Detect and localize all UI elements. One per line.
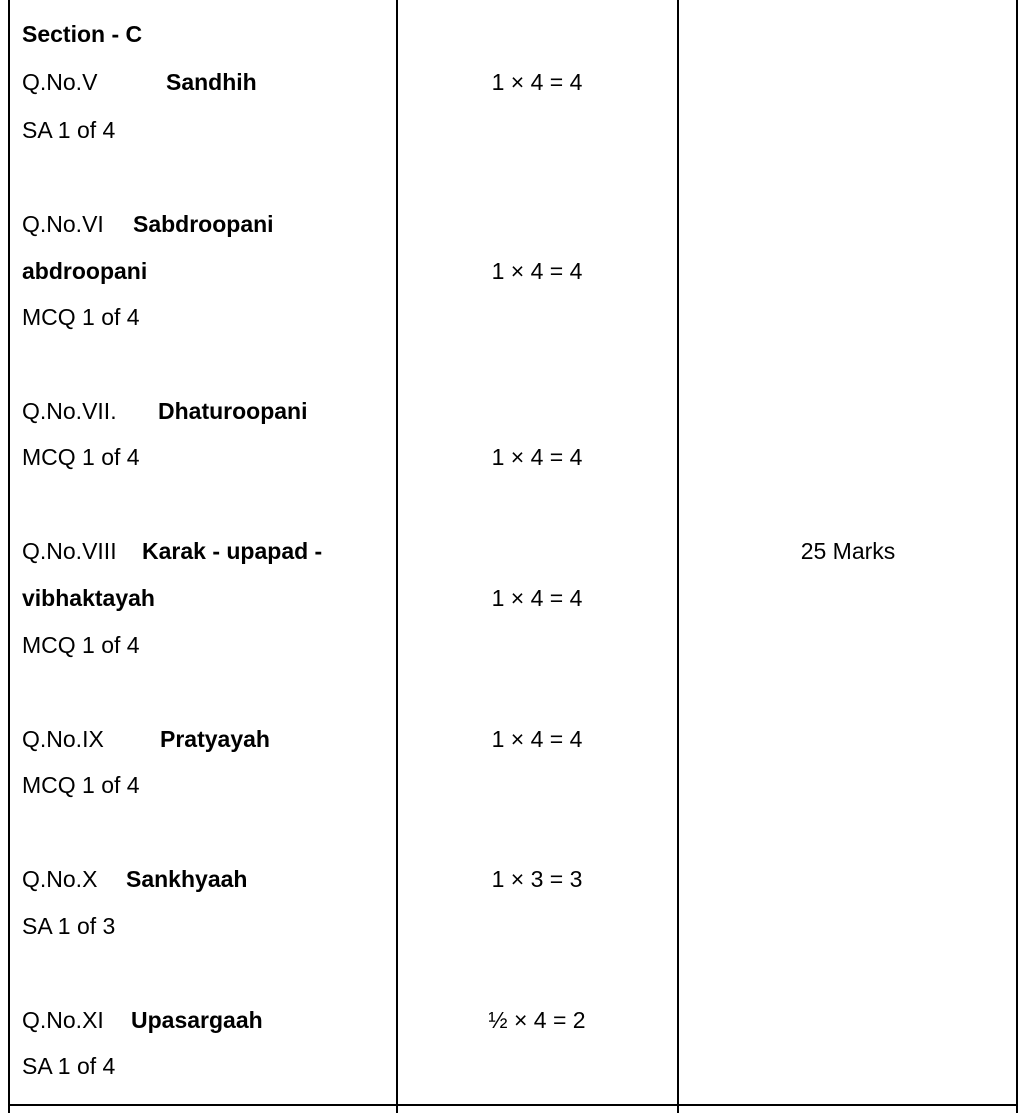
- marks-ix: 1 × 4 = 4: [491, 726, 583, 752]
- marks-viii: 1 × 4 = 4: [491, 585, 583, 611]
- marks-v: 1 × 4 = 4: [491, 69, 583, 95]
- table-bottom-border: [8, 1104, 1018, 1106]
- name-vii: Dhaturoopani: [158, 398, 308, 424]
- section-title: Section - C: [22, 21, 143, 47]
- type-ix: MCQ 1 of 4: [22, 772, 140, 798]
- name-v: Sandhih: [166, 69, 257, 95]
- marks-vi: 1 × 4 = 4: [491, 258, 583, 284]
- qno-vi: Q.No.VI: [22, 211, 104, 237]
- name-xi: Upasargaah: [131, 1007, 263, 1033]
- marks-xi: ½ × 4 = 2: [488, 1007, 586, 1033]
- type-x: SA 1 of 3: [22, 913, 116, 939]
- table-border-left: [8, 0, 10, 1113]
- type-viii: MCQ 1 of 4: [22, 632, 140, 658]
- qno-v: Q.No.V: [22, 69, 98, 95]
- type-v: SA 1 of 4: [22, 117, 116, 143]
- qno-x: Q.No.X: [22, 866, 98, 892]
- name-vi-line2: abdroopani: [22, 258, 148, 284]
- qno-vii: Q.No.VII.: [22, 398, 117, 424]
- name-viii-line1: Karak - upapad -: [142, 538, 323, 564]
- type-vii: MCQ 1 of 4: [22, 444, 140, 470]
- type-vi: MCQ 1 of 4: [22, 304, 140, 330]
- qno-xi: Q.No.XI: [22, 1007, 104, 1033]
- name-vi-line1: Sabdroopani: [133, 211, 274, 237]
- marks-vii: 1 × 4 = 4: [491, 444, 583, 470]
- name-viii-line2: vibhaktayah: [22, 585, 155, 611]
- type-xi: SA 1 of 4: [22, 1053, 116, 1079]
- name-ix: Pratyayah: [160, 726, 270, 752]
- qno-ix: Q.No.IX: [22, 726, 104, 752]
- name-x: Sankhyaah: [126, 866, 248, 892]
- table-divider-1: [396, 0, 398, 1113]
- marks-x: 1 × 3 = 3: [491, 866, 583, 892]
- qno-viii: Q.No.VIII: [22, 538, 117, 564]
- total-marks: 25 Marks: [800, 538, 896, 564]
